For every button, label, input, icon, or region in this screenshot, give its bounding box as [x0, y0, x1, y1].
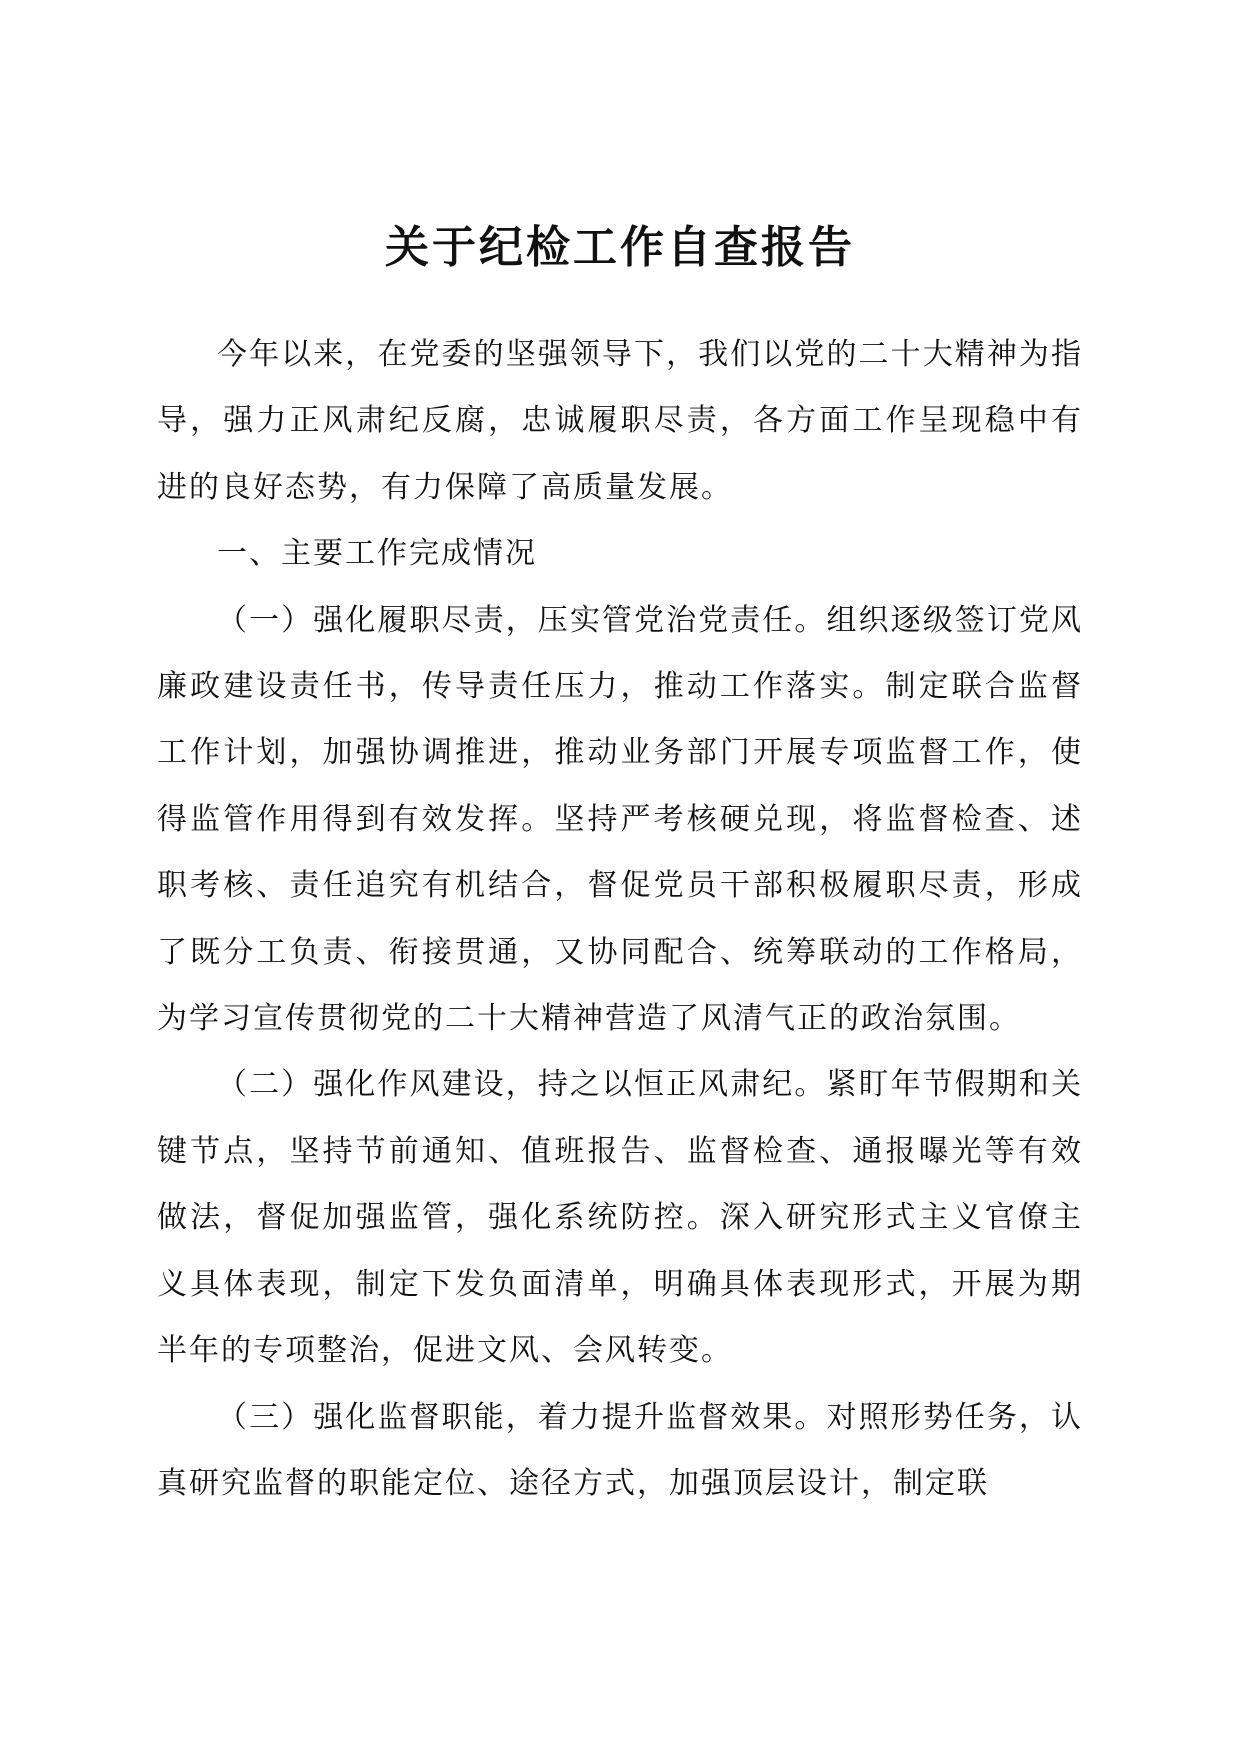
paragraph-intro: 今年以来，在党委的坚强领导下，我们以党的二十大精神为指导，强力正风肃纪反腐，忠诚履职尽责，各方面工作呈现稳中有进的良好态势，有力保障了高质量发展。 — [157, 337, 1083, 505]
paragraph-item-1: （一）强化履职尽责，压实管党治党责任。组织逐级签订党风廉政建设责任书，传导责任压力，推动工作落实。制定联合监督工作计划，加强协调推进，推动业务部门开展专项监督工作，使得监管作用得到有效发挥。坚持严考核硬兑现，将监督检查、述职考核、责任追究有机结合，督促党员干部积极履职尽责，形成了既分工负责、衔接贯通，又协同配合、统筹联动的工作格局，为学习宣传贯彻党的二十大精神营造了风清气正的政治氛围。 — [157, 602, 1083, 1037]
paragraph-item-2: （二）强化作风建设，持之以恒正风肃纪。紧盯年节假期和关键节点，坚持节前通知、值班报告、监督检查、通报曝光等有效做法，督促加强监管，强化系统防控。深入研究形式主义官僚主义具体表现，制定下发负面清单，明确具体表现形式，开展为期半年的专项整治，促进文风、会风转变。 — [157, 1067, 1083, 1369]
paragraph-item-3: （三）强化监督职能，着力提升监督效果。对照形势任务，认真研究监督的职能定位、途径方式，加强顶层设计，制定联 — [157, 1399, 1083, 1501]
document-body — [157, 322, 1083, 1517]
document-title: 关于纪检工作自查报告 — [385, 222, 855, 273]
section-heading-main-work: 一、主要工作完成情况 — [217, 536, 537, 572]
